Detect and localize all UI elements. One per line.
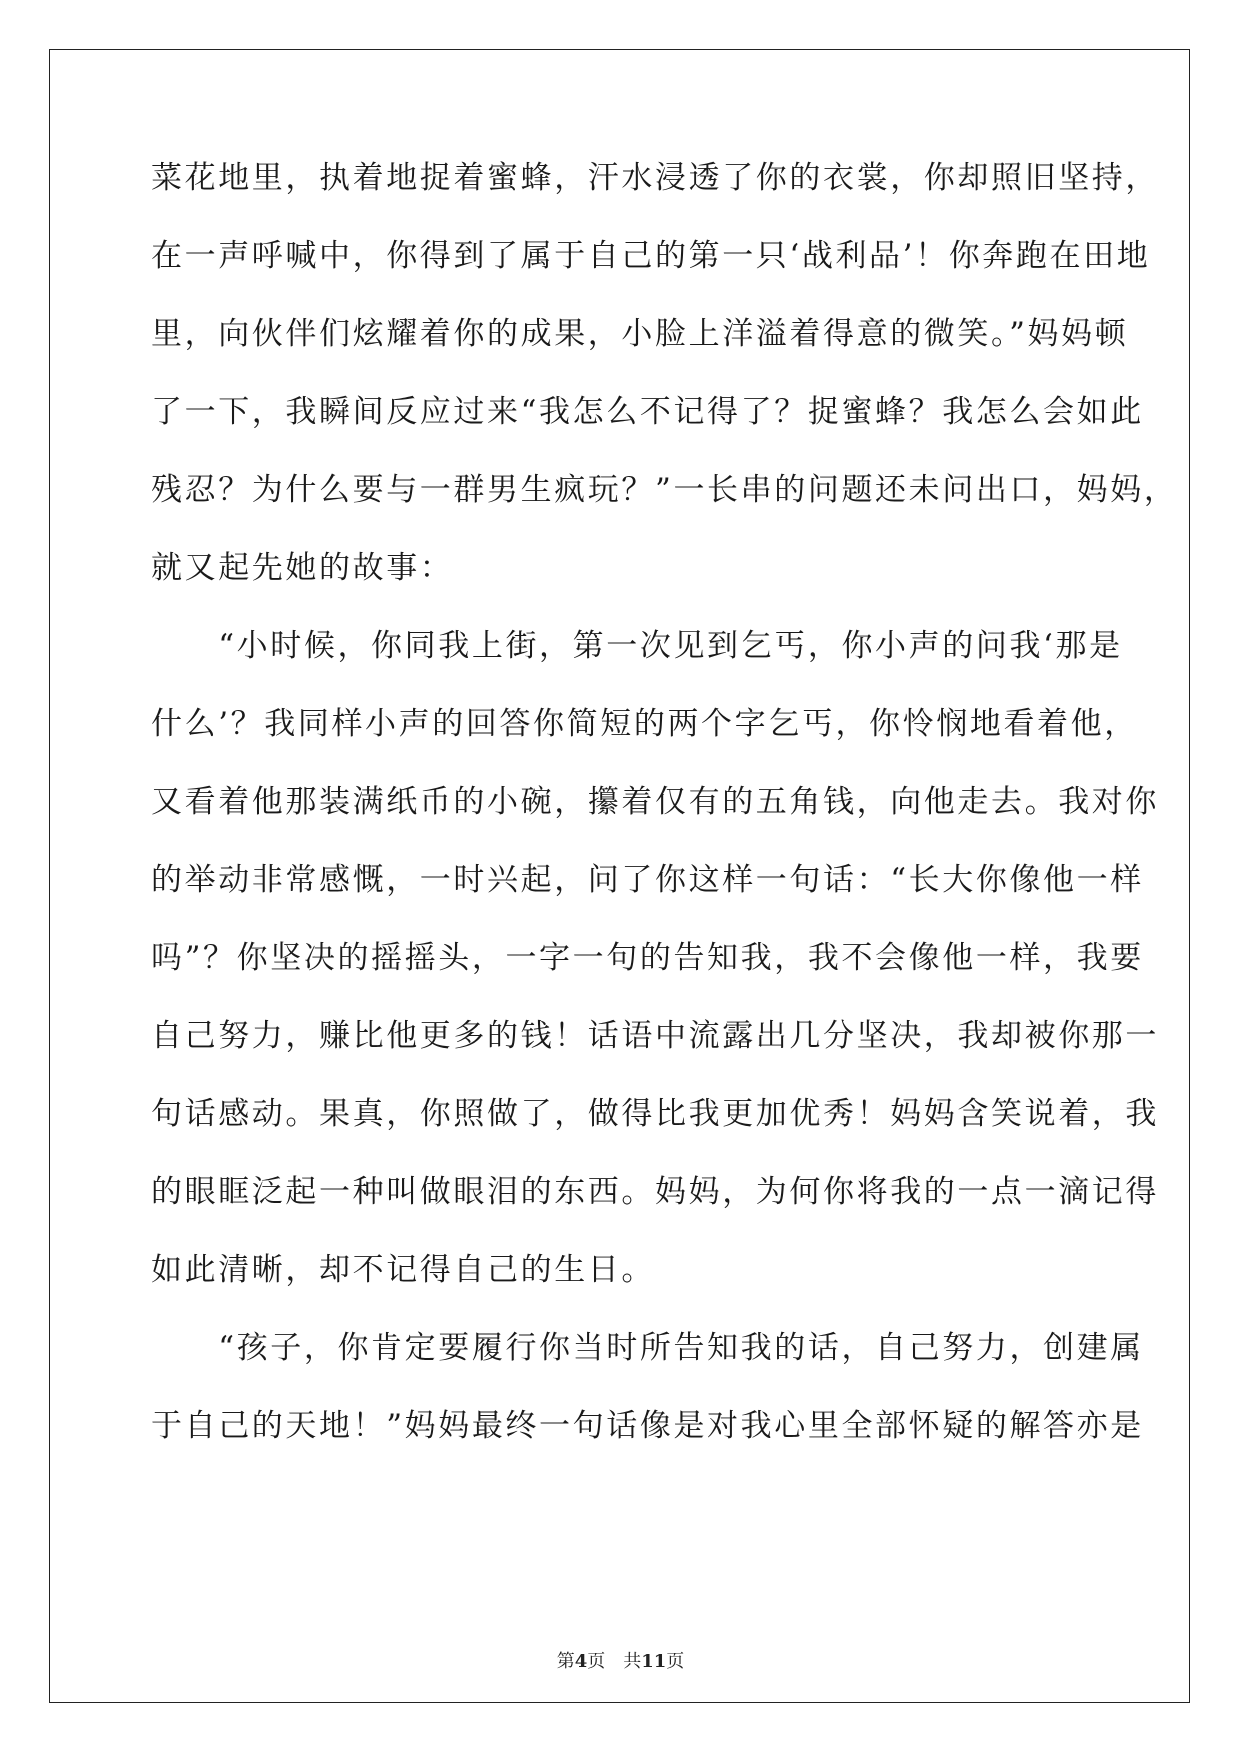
text-line: 的眼眶泛起一种叫做眼泪的东西。妈妈，为何你将我的一点一滴记得	[151, 1174, 1159, 1210]
text-line: 于自己的天地！”妈妈最终一句话像是对我心里全部怀疑的解答亦是	[151, 1408, 1144, 1444]
text-line: 什么’？我同样小声的回答你简短的两个字乞丐，你怜悯地看着他，	[151, 706, 1138, 742]
text-line: 里，向伙伴们炫耀着你的成果，小脸上洋溢着得意的微笑。”妈妈顿	[151, 316, 1129, 352]
text-line: 又看着他那装满纸币的小碗，攥着仅有的五角钱，向他走去。我对你	[151, 784, 1159, 820]
current-page-number: 4	[574, 1651, 588, 1672]
footer-prefix: 第	[556, 1651, 575, 1672]
text-line: 如此清晰，却不记得自己的生日。	[151, 1252, 655, 1288]
footer-suffix: 页	[666, 1651, 685, 1672]
text-line: 的举动非常感慨，一时兴起，问了你这样一句话：“长大你像他一样	[151, 862, 1144, 898]
text-line: 自己努力，赚比他更多的钱！话语中流露出几分坚决，我却被你那一	[151, 1018, 1159, 1054]
footer-middle: 页 共	[587, 1651, 642, 1672]
text-line: 菜花地里，执着地捉着蜜蜂，汗水浸透了你的衣裳，你却照旧坚持，	[151, 160, 1159, 196]
text-line: “孩子，你肯定要履行你当时所告知我的话，自己努力，创建属	[151, 1330, 1144, 1366]
text-line: “小时候，你同我上街，第一次见到乞丐，你小声的问我‘那是	[151, 628, 1123, 664]
total-pages-number: 11	[641, 1651, 667, 1672]
document-body	[151, 160, 1178, 1486]
text-line: 吗”？你坚决的摇摇头，一字一句的告知我，我不会像他一样，我要	[151, 940, 1144, 976]
text-line: 句话感动。果真，你照做了，做得比我更加优秀！妈妈含笑说着，我	[151, 1096, 1159, 1132]
text-line: 在一声呼喊中，你得到了属于自己的第一只‘战利品’！你奔跑在田地	[151, 238, 1151, 274]
text-line: 就又起先她的故事：	[151, 550, 454, 586]
text-line: 了一下，我瞬间反应过来“我怎么不记得了？捉蜜蜂？我怎么会如此	[151, 394, 1144, 430]
page-footer	[0, 1651, 1241, 1673]
text-line: 残忍？为什么要与一群男生疯玩？”一长串的问题还未问出口，妈妈，	[151, 472, 1178, 508]
